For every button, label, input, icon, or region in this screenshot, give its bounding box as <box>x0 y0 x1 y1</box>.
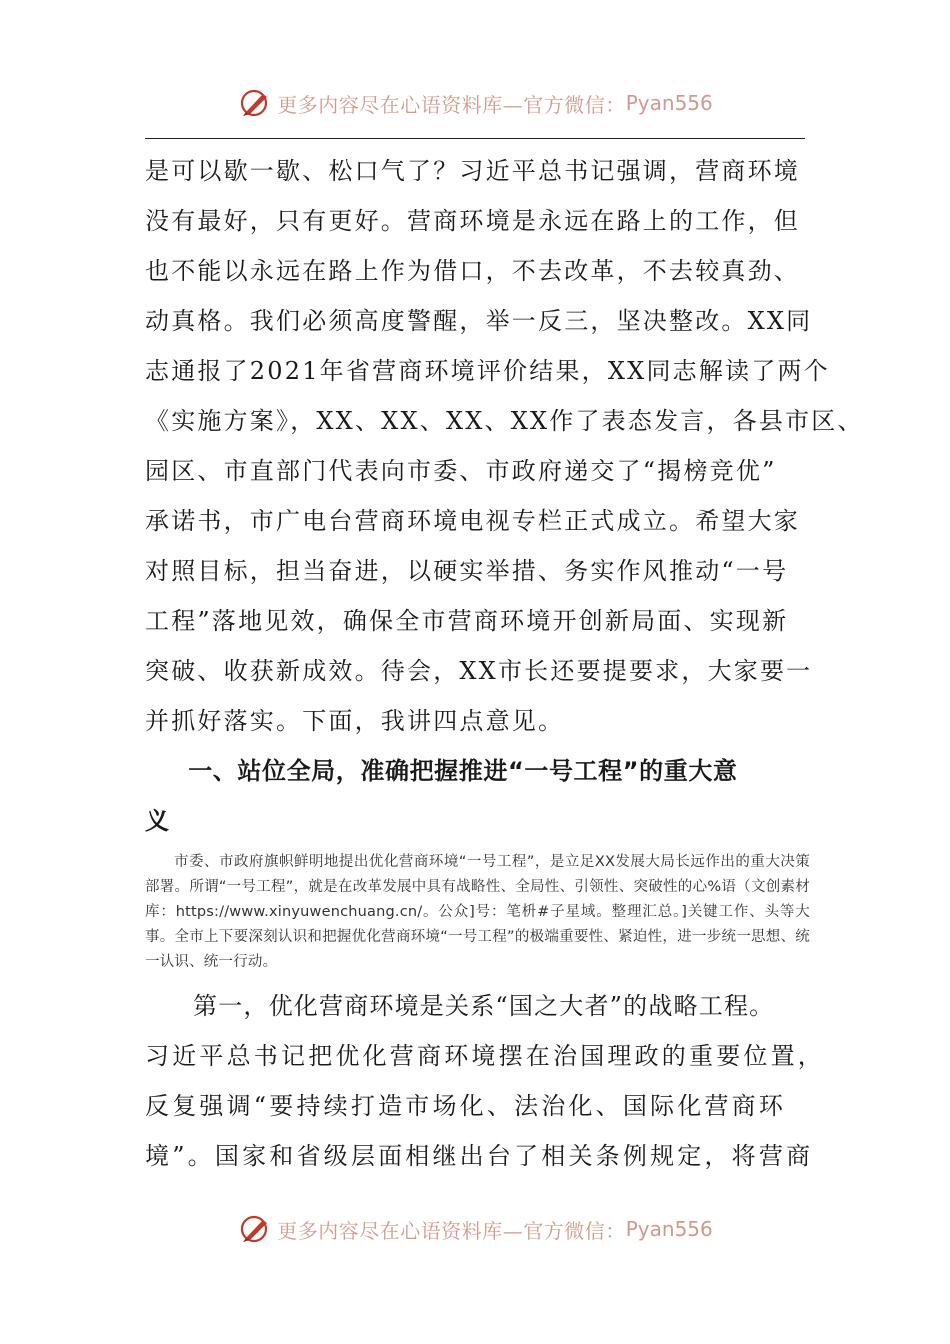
header-divider <box>145 138 805 139</box>
body-line: 习近平总书记把优化营商环境摆在治国理政的重要位置， <box>145 1042 825 1070</box>
body-line: 园区、市直部门代表向市委、市政府递交了“揭榜竞优” <box>145 457 777 485</box>
small-print-paragraph: 市委、市政府旗帜鲜明地提出优化营商环境“一号工程”，是立足XX发展大局长远作出的重大决策部署。所谓“一号工程”，就是在改革发展中具有战略性、全局性、引领性、突破性的心%语（文创素材库：https://www.xinyuwenchuang.cn/。公众]号：笔枡#子星域。整理汇总。]关键工作、头等大事。全市上下要深刻认识和把握优化营商环境“一号工程”的极端重要性、紧迫性，进一步统一思想、统一认识、统一行动。 <box>145 854 810 970</box>
footer-watermark-banner <box>0 1209 950 1249</box>
body-line: 并抓好落实。下面，我讲四点意见。 <box>145 707 565 735</box>
body-line: 工程”落地见效，确保全市营商环境开创新局面、实现新 <box>145 607 789 635</box>
section-heading-line1: 一、站位全局，准确把握推进“一号工程”的重大意 <box>188 757 738 785</box>
header-watermark-banner <box>0 83 950 123</box>
body-line: 境”。国家和省级层面相继出台了相关条例规定，将营商 <box>145 1142 814 1170</box>
pen-logo-icon <box>237 85 273 121</box>
body-line: 志通报了2021年省营商环境评价结果，XX同志解读了两个 <box>145 357 830 385</box>
body-line: 对照目标，担当奋进，以硬实举措、务实作风推动“一号 <box>145 557 789 585</box>
banner-wechat-id: Pyan556 <box>625 91 713 115</box>
body-line: 没有最好，只有更好。营商环境是永远在路上的工作，但 <box>145 207 800 235</box>
body-line: 动真格。我们必须高度警醒，举一反三，坚决整改。XX同 <box>145 307 813 335</box>
pen-logo-icon <box>237 1211 273 1247</box>
body-line: 是可以歇一歇、松口气了？习近平总书记强调，营商环境 <box>145 157 800 185</box>
banner-text: 更多内容尽在心语资料库—官方微信： <box>277 1218 626 1243</box>
banner-wechat-id: Pyan556 <box>625 1217 713 1241</box>
subsection-first-line: 第一，优化营商环境是关系“国之大者”的战略工程。 <box>193 992 775 1020</box>
section-heading-line2: 义 <box>145 807 170 835</box>
body-line: 《实施方案》，XX、XX、XX、XX作了表态发言，各县市区、 <box>145 407 864 435</box>
body-line: 也不能以永远在路上作为借口，不去改革，不去较真劲、 <box>145 257 800 285</box>
section-heading <box>145 746 810 846</box>
body-line: 承诺书，市广电台营商环境电视专栏正式成立。希望大家 <box>145 507 800 535</box>
body-line: 突破、收获新成效。待会，XX市长还要提要求，大家要一 <box>145 657 813 685</box>
document-body <box>145 146 864 1181</box>
body-line: 反复强调“要持续打造市场化、法治化、国际化营商环 <box>145 1092 787 1120</box>
banner-text: 更多内容尽在心语资料库—官方微信： <box>277 92 626 117</box>
